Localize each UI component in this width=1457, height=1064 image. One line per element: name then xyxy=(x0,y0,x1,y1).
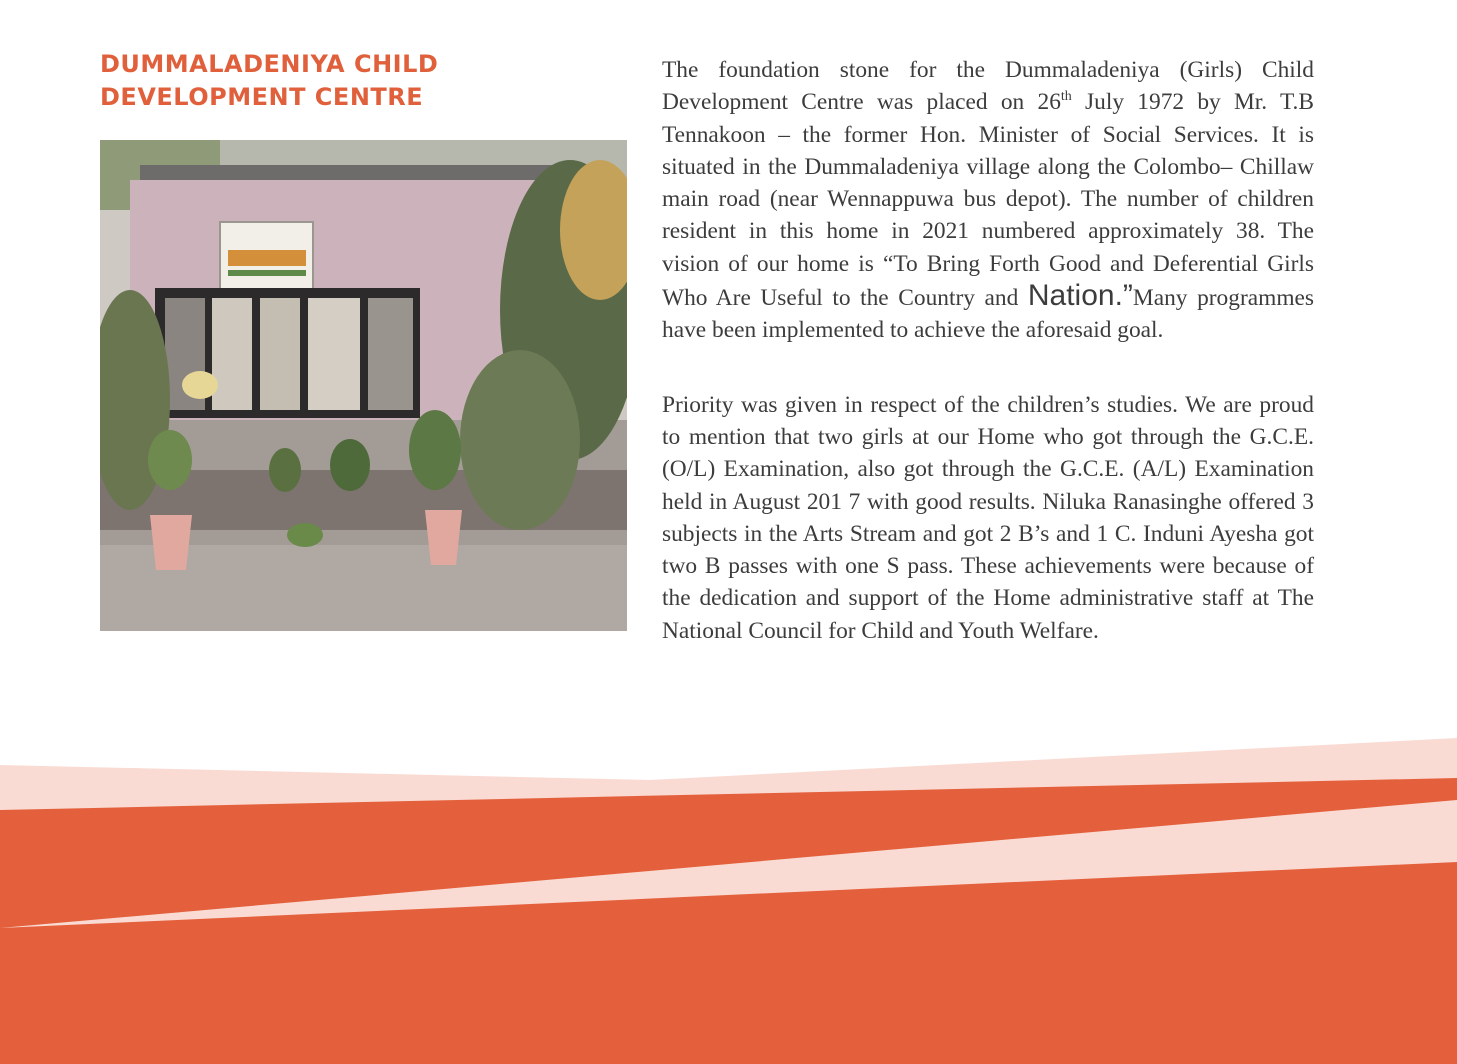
paragraph-history: The foundation stone for the Dummaladeniya (Girls) Child Development Centre was placed on 26th July 1972 by Mr. T.B Tennakoon – the former Hon. Minister of Social Services. It is situated in the Dummaladeniya village along the Colombo– Chillaw main road (near Wennappuwa bus depot). The number of children resident in this home in 2021 numbered approximately 38. The vision of our home is “To Bring Forth Good and Deferential Girls Who Are Useful to the Country and Nation.”Many programmes have been implemented to achieve the aforesaid goal. xyxy=(662,57,1314,344)
title-line-2: DEVELOPMENT CENTRE xyxy=(100,83,424,111)
paragraph-achievements: Priority was given in respect of the children’s studies. We are proud to mention that two girls at our Home who got through the G.C.E. (O/L) Examination, also got through the G.C.E. (A/L) Examination held in August 201 7 with good results. Niluka Ranasinghe offered 3 subjects in the Arts Stream and got 2 B’s and 1 C. Induni Ayesha got two B passes with one S pass. These achievements were because of the dedication and support of the Home administrative staff at The National Council for Child and Youth Welfare. xyxy=(662,391,1314,644)
page-title xyxy=(100,48,520,114)
building-photo xyxy=(100,140,627,631)
body-text xyxy=(662,54,1314,647)
decorative-footer-band xyxy=(0,738,1457,1064)
title-line-1: DUMMALADENIYA CHILD xyxy=(100,50,439,78)
